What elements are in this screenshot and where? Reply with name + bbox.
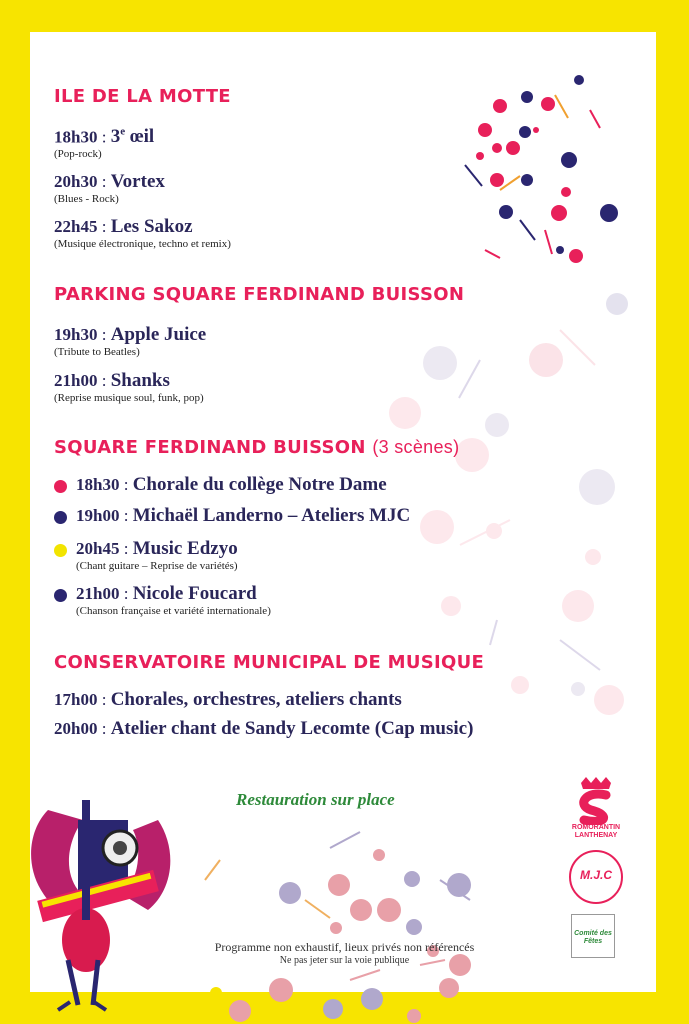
confetti-stroke [545, 230, 552, 254]
confetti-stroke [490, 620, 497, 645]
section-title-conservatoire: CONSERVATOIRE MUNICIPAL DE MUSIQUE [54, 652, 485, 673]
entry-act: Vortex [110, 171, 165, 192]
schedule-entry: 19h30 : Apple Juice (Tribute to Beatles) [54, 324, 207, 358]
confetti-dot [561, 187, 571, 197]
entry-act: Music Edzyo [132, 538, 238, 559]
confetti-dot [551, 205, 567, 221]
confetti-stroke [520, 220, 535, 240]
entry-time: 19h30 [54, 325, 98, 344]
confetti-dot [350, 899, 372, 921]
confetti-dot [330, 922, 342, 934]
confetti-dot [519, 126, 531, 138]
confetti-dot [511, 676, 529, 694]
section-title-square: SQUARE FERDINAND BUISSON (3 scènes) [54, 437, 460, 458]
confetti-dot [606, 293, 628, 315]
confetti-stroke [350, 970, 380, 980]
footer-note: Ne pas jeter sur la voie publique [279, 955, 410, 966]
confetti-dot [579, 469, 615, 505]
entry-note: (Reprise musique soul, funk, pop) [54, 392, 204, 404]
confetti-dot [585, 549, 601, 565]
confetti-dot [455, 438, 489, 472]
confetti-dot [389, 397, 421, 429]
stage-dot-icon [54, 589, 67, 602]
stage-dot-icon [54, 544, 67, 557]
entry-time: 17h00 [54, 690, 98, 709]
confetti-stroke [560, 330, 595, 365]
confetti-dot [420, 510, 454, 544]
entry-time: 22h45 [54, 217, 98, 236]
entry-act: Nicole Foucard [132, 583, 257, 604]
entry-act: Michaël Landerno – Ateliers MJC [132, 505, 411, 526]
confetti-dot [361, 988, 383, 1010]
confetti-dot [561, 152, 577, 168]
schedule-entry: 19h00 : Michaël Landerno – Ateliers MJC [54, 505, 410, 527]
entry-note: (Tribute to Beatles) [54, 346, 140, 358]
confetti-dot [279, 882, 301, 904]
schedule-entry: 20h45 : Music Edzyo (Chant guitare – Reprise de variétés) [54, 538, 238, 572]
confetti-stroke [459, 360, 480, 398]
confetti-dot [407, 1009, 421, 1023]
restauration-note: Restauration sur place [236, 790, 395, 809]
entry-time: 21h00 [76, 584, 120, 603]
confetti-dot [210, 987, 222, 999]
schedule-entry: 18h30 : Chorale du collège Notre Dame [54, 474, 387, 496]
confetti-dot [562, 590, 594, 622]
confetti-dot [323, 999, 343, 1019]
schedule-entry: 21h00 : Shanks (Reprise musique soul, funk, pop) [54, 370, 204, 404]
confetti-dot [423, 346, 457, 380]
section-title-extra: (3 scènes) [372, 437, 460, 457]
confetti-stroke [330, 832, 360, 848]
confetti-stroke [560, 640, 600, 670]
confetti-dot [441, 596, 461, 616]
entry-time: 20h00 [54, 719, 98, 738]
confetti-dot [485, 413, 509, 437]
confetti-dot [529, 343, 563, 377]
confetti-dot [541, 97, 555, 111]
confetti-dot [478, 123, 492, 137]
section-title-ile-de-la-motte: ILE DE LA MOTTE [54, 86, 231, 107]
entry-act: Apple Juice [110, 324, 207, 345]
entry-act: 3e œil [110, 126, 155, 148]
confetti-stroke [465, 165, 482, 186]
entry-act: Atelier chant de Sandy Lecomte (Cap music) [110, 718, 474, 739]
stage-dot-icon [54, 511, 67, 524]
confetti-stroke [555, 95, 568, 118]
entry-act: Shanks [110, 370, 170, 391]
comite-logo-text: Comité des Fêtes [574, 930, 612, 945]
entry-time: 18h30 [54, 127, 98, 147]
schedule-entry: 20h00 : Atelier chant de Sandy Lecomte (Cap music) [54, 718, 474, 739]
confetti-dot [328, 874, 350, 896]
confetti-dot [439, 978, 459, 998]
entry-time: 20h45 [76, 539, 120, 558]
confetti-dot [490, 173, 504, 187]
entry-note: (Pop-rock) [54, 148, 102, 161]
entry-time: 18h30 [76, 475, 120, 494]
mjc-logo-text: M.J.C [579, 868, 612, 882]
confetti-dot [406, 919, 422, 935]
confetti-dot [556, 246, 564, 254]
confetti-dot [533, 127, 539, 133]
confetti-dot [521, 91, 533, 103]
confetti-dot [569, 249, 583, 263]
stage-dot-icon [54, 480, 67, 493]
confetti-dot [476, 152, 484, 160]
confetti-dot [571, 682, 585, 696]
confetti-dot [373, 849, 385, 861]
confetti-dot [269, 978, 293, 1002]
confetti-dot [229, 1000, 251, 1022]
confetti-dot [493, 99, 507, 113]
confetti-dot [499, 205, 513, 219]
confetti-stroke [590, 110, 600, 128]
confetti-stroke [460, 520, 510, 545]
entry-note: (Chant guitare – Reprise de variétés) [76, 560, 238, 572]
schedule-entry: 21h00 : Nicole Foucard (Chanson française et variété internationale) [54, 583, 271, 617]
entry-act: Chorales, orchestres, ateliers chants [110, 689, 402, 710]
confetti-dot [574, 75, 584, 85]
confetti-stroke [485, 250, 500, 258]
musician-illustration [8, 790, 178, 1015]
confetti-dot [404, 871, 420, 887]
schedule-entry: 22h45 : Les Sakoz (Musique électronique, techno et remix) [54, 216, 231, 250]
confetti-dot [506, 141, 520, 155]
entry-act: Les Sakoz [110, 216, 193, 237]
entry-note: (Chanson française et variété internationale) [76, 605, 271, 617]
schedule-entry: 20h30 : Vortex (Blues - Rock) [54, 171, 165, 205]
entry-note: (Musique électronique, techno et remix) [54, 238, 231, 250]
section-title-parking: PARKING SQUARE FERDINAND BUISSON [54, 284, 465, 305]
schedule-entry: 17h00 : Chorales, orchestres, ateliers chants [54, 689, 402, 710]
footer-disclaimer: Programme non exhaustif, lieux privés non référencés [214, 940, 475, 954]
confetti-dot [492, 143, 502, 153]
entry-time: 19h00 [76, 506, 120, 525]
romorantin-logo-text: ROMORANTIN LANTHENAY [571, 824, 621, 839]
schedule-entry: 18h30 : 3e œil (Pop-rock) [54, 126, 155, 161]
confetti-dot [594, 685, 624, 715]
confetti-stroke [305, 900, 330, 918]
entry-time: 20h30 [54, 172, 98, 191]
confetti-stroke [205, 860, 220, 880]
entry-time: 21h00 [54, 371, 98, 390]
confetti-dot [600, 204, 618, 222]
entry-note: (Blues - Rock) [54, 193, 119, 205]
confetti-dot [521, 174, 533, 186]
romorantin-logo-icon [566, 775, 626, 825]
entry-act: Chorale du collège Notre Dame [132, 474, 387, 495]
confetti-dot [377, 898, 401, 922]
